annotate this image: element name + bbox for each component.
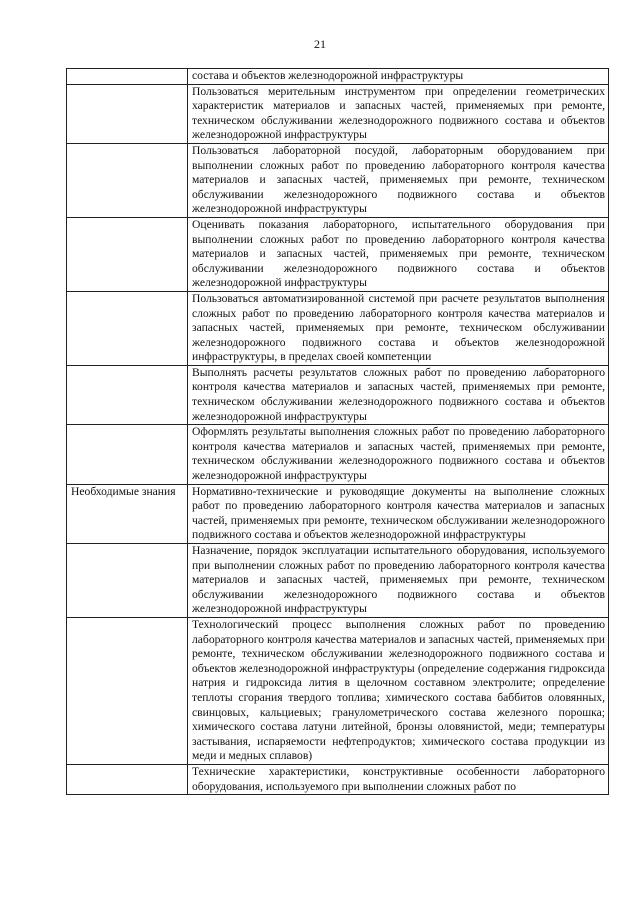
row-label [67, 764, 188, 794]
row-label [67, 544, 188, 618]
row-text: Нормативно-технические и руководящие документы на выполнение сложных работ по проведению лабораторного контроля качества материалов и запасных частей, применяемых при ремонте, техническом обслуживании железнодорожного подвижного состава и объектов железнодорожной инфраструктуры [188, 484, 609, 543]
row-label [67, 291, 188, 365]
row-text: состава и объектов железнодорожной инфраструктуры [188, 69, 609, 85]
table-row [67, 484, 609, 543]
table-row [67, 425, 609, 484]
row-label [67, 217, 188, 291]
table-row [67, 764, 609, 794]
row-label-required-knowledge: Необходимые знания [67, 484, 188, 543]
row-label [67, 143, 188, 217]
row-label [67, 425, 188, 484]
row-label [67, 617, 188, 764]
table-row [67, 365, 609, 424]
row-text: Технические характеристики, конструктивные особенности лабораторного оборудования, используемого при выполнении сложных работ по [188, 764, 609, 794]
table-row [67, 84, 609, 143]
row-text: Оформлять результаты выполнения сложных работ по проведению лабораторного контроля качества материалов и запасных частей, применяемых при ремонте, техническом обслуживании железнодорожного подвижного состава и объектов железнодорожной инфраструктуры [188, 425, 609, 484]
row-label [67, 365, 188, 424]
row-text: Пользоваться лабораторной посудой, лабораторным оборудованием при выполнении сложных работ по проведению лабораторного контроля качества материалов и запасных частей, применяемых при ремонте, техническом обслуживании железнодорожного подвижного состава и объектов железнодорожной инфраструктуры [188, 143, 609, 217]
table-row [67, 291, 609, 365]
table-row [67, 544, 609, 618]
table-row [67, 617, 609, 764]
row-label [67, 84, 188, 143]
row-label [67, 69, 188, 85]
row-text: Назначение, порядок эксплуатации испытательного оборудования, используемого при выполнении сложных работ по проведению лабораторного контроля качества материалов и запасных частей, применяемых при ремонте, техническом обслуживании железнодорожного подвижного состава и объектов железнодорожной инфраструктуры [188, 544, 609, 618]
skills-knowledge-table [66, 68, 609, 795]
table-row [67, 217, 609, 291]
row-text: Пользоваться мерительным инструментом при определении геометрических характеристик материалов и запасных частей, применяемых при ремонте, техническом обслуживании железнодорожного подвижного состава и объектов железнодорожной инфраструктуры [188, 84, 609, 143]
row-text: Оценивать показания лабораторного, испытательного оборудования при выполнении сложных работ по проведению лабораторного контроля качества материалов и запасных частей, применяемых при ремонте, техническом обслуживании железнодорожного подвижного состава и объектов железнодорожной инфраструктуры [188, 217, 609, 291]
row-text: Выполнять расчеты результатов сложных работ по проведению лабораторного контроля качества материалов и запасных частей, применяемых при ремонте, техническом обслуживании железнодорожного подвижного состава и объектов железнодорожной инфраструктуры [188, 365, 609, 424]
row-text: Технологический процесс выполнения сложных работ по проведению лабораторного контроля качества материалов и запасных частей, применяемых при ремонте, техническом обслуживании железнодорожного подвижного состава и объектов железнодорожной инфраструктуры (определение содержания гидроксида натрия и гидроксида лития в щелочном составном электролите; определение теплоты сгорания твердого топлива; химического состава баббитов оловянных, свинцовых, кальциевых; гранулометрического состава железного порошка; химического состава латуни литейной, бронзы оловянистой, меди; температуры застывания, испаряемости нефтепродуктов; химического состава продукции из меди и медных сплавов) [188, 617, 609, 764]
table-row [67, 143, 609, 217]
table-row [67, 69, 609, 85]
page-number: 21 [314, 37, 326, 51]
row-text: Пользоваться автоматизированной системой при расчете результатов выполнения сложных работ по проведению лабораторного контроля качества материалов и запасных частей, применяемых при ремонте, техническом обслуживании железнодорожного подвижного состава и объектов железнодорожной инфраструктуры, в пределах своей компетенции [188, 291, 609, 365]
